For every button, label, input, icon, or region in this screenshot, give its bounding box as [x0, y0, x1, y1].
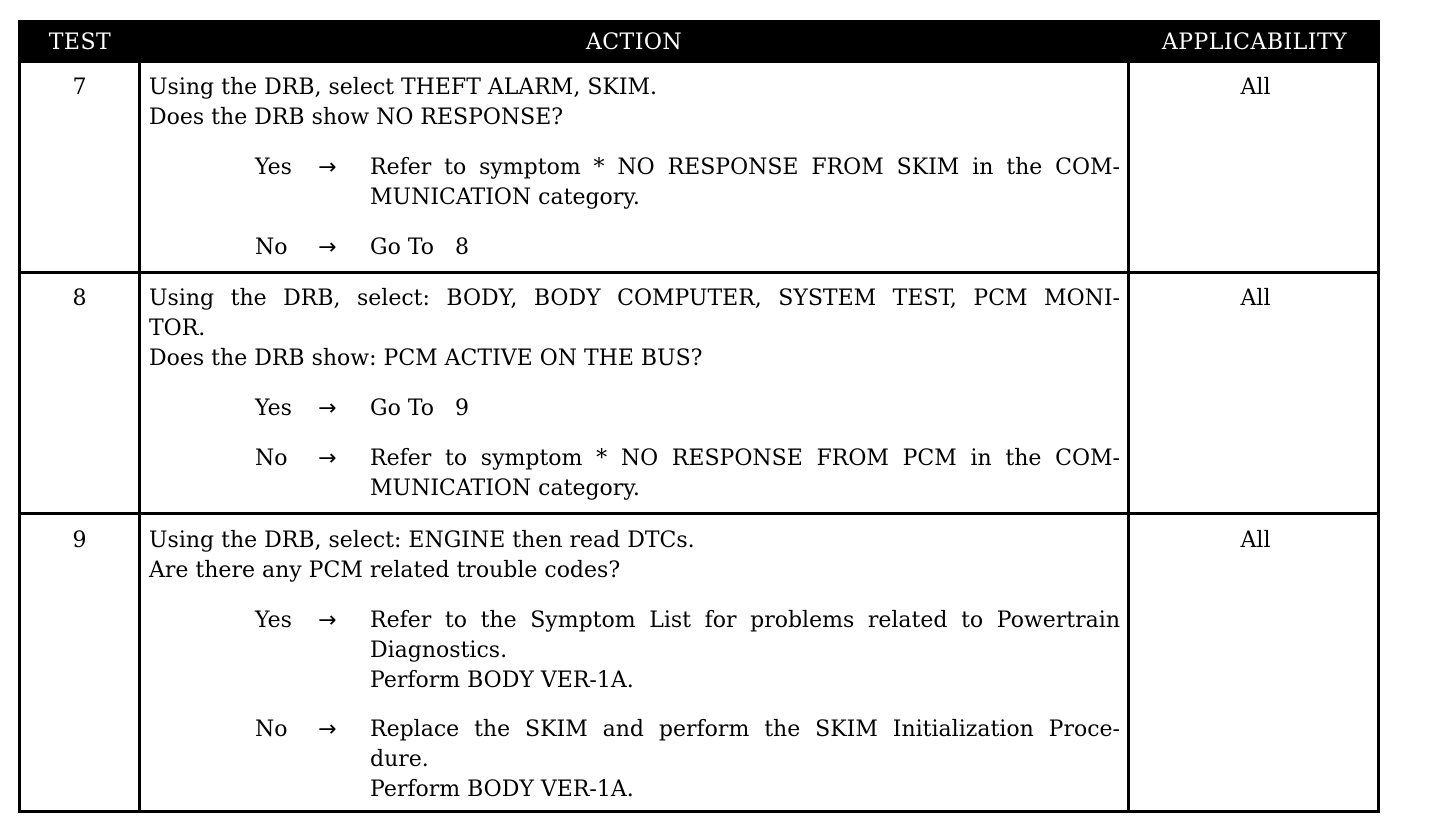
question-text: Are there any PCM related trouble codes? [149, 558, 621, 583]
question-text: Does the DRB show: PCM ACTIVE ON THE BUS? [149, 346, 703, 371]
no-result-text: dure. [370, 747, 429, 772]
arrow-icon: → [318, 717, 337, 742]
question-text: TOR. [149, 316, 206, 341]
arrow-icon: → [318, 608, 337, 633]
yes-label: Yes [255, 608, 292, 633]
arrow-icon: → [318, 396, 337, 421]
column-divider-applicability [1127, 63, 1130, 813]
header-applicability: APPLICABILITY [1161, 30, 1348, 55]
yes-result-text: Diagnostics. [370, 638, 508, 663]
no-label: No [255, 235, 288, 260]
test-number: 7 [72, 75, 87, 100]
arrow-icon: → [318, 235, 337, 260]
yes-result-text: Refer to the Symptom List for problems related to Powertrain [370, 608, 1120, 633]
yes-result-text: MUNICATION category. [370, 185, 640, 210]
applicability-value: All [1240, 75, 1271, 100]
yes-result-text: Refer to symptom * NO RESPONSE FROM SKIM in the COM- [370, 155, 1120, 180]
no-label: No [255, 446, 288, 471]
header-test: TEST [48, 30, 112, 55]
yes-label: Yes [255, 155, 292, 180]
no-result-text: Replace the SKIM and perform the SKIM Initialization Proce- [370, 717, 1120, 742]
no-result-text: Go To 8 [370, 235, 469, 260]
no-result-text: Refer to symptom * NO RESPONSE FROM PCM in the COM- [370, 446, 1120, 471]
no-result-text: Perform BODY VER-1A. [370, 777, 634, 802]
arrow-icon: → [318, 446, 337, 471]
applicability-value: All [1240, 528, 1271, 553]
arrow-icon: → [318, 155, 337, 180]
applicability-value: All [1240, 286, 1271, 311]
yes-label: Yes [255, 396, 292, 421]
no-result-text: MUNICATION category. [370, 476, 640, 501]
no-label: No [255, 717, 288, 742]
diagnostic-test-table [18, 20, 1380, 813]
yes-result-text: Perform BODY VER-1A. [370, 668, 634, 693]
question-text: Does the DRB show NO RESPONSE? [149, 105, 564, 130]
test-number: 9 [72, 528, 87, 553]
row-divider [21, 271, 1377, 274]
question-text: Using the DRB, select: BODY, BODY COMPUTER, SYSTEM TEST, PCM MONI- [149, 286, 1120, 311]
test-number: 8 [72, 286, 87, 311]
table-header [21, 23, 1377, 63]
question-text: Using the DRB, select: ENGINE then read DTCs. [149, 528, 695, 553]
question-text: Using the DRB, select THEFT ALARM, SKIM. [149, 75, 658, 100]
column-divider-test [138, 63, 141, 813]
header-action: ACTION [585, 30, 683, 55]
row-divider [21, 512, 1377, 515]
yes-result-text: Go To 9 [370, 396, 469, 421]
